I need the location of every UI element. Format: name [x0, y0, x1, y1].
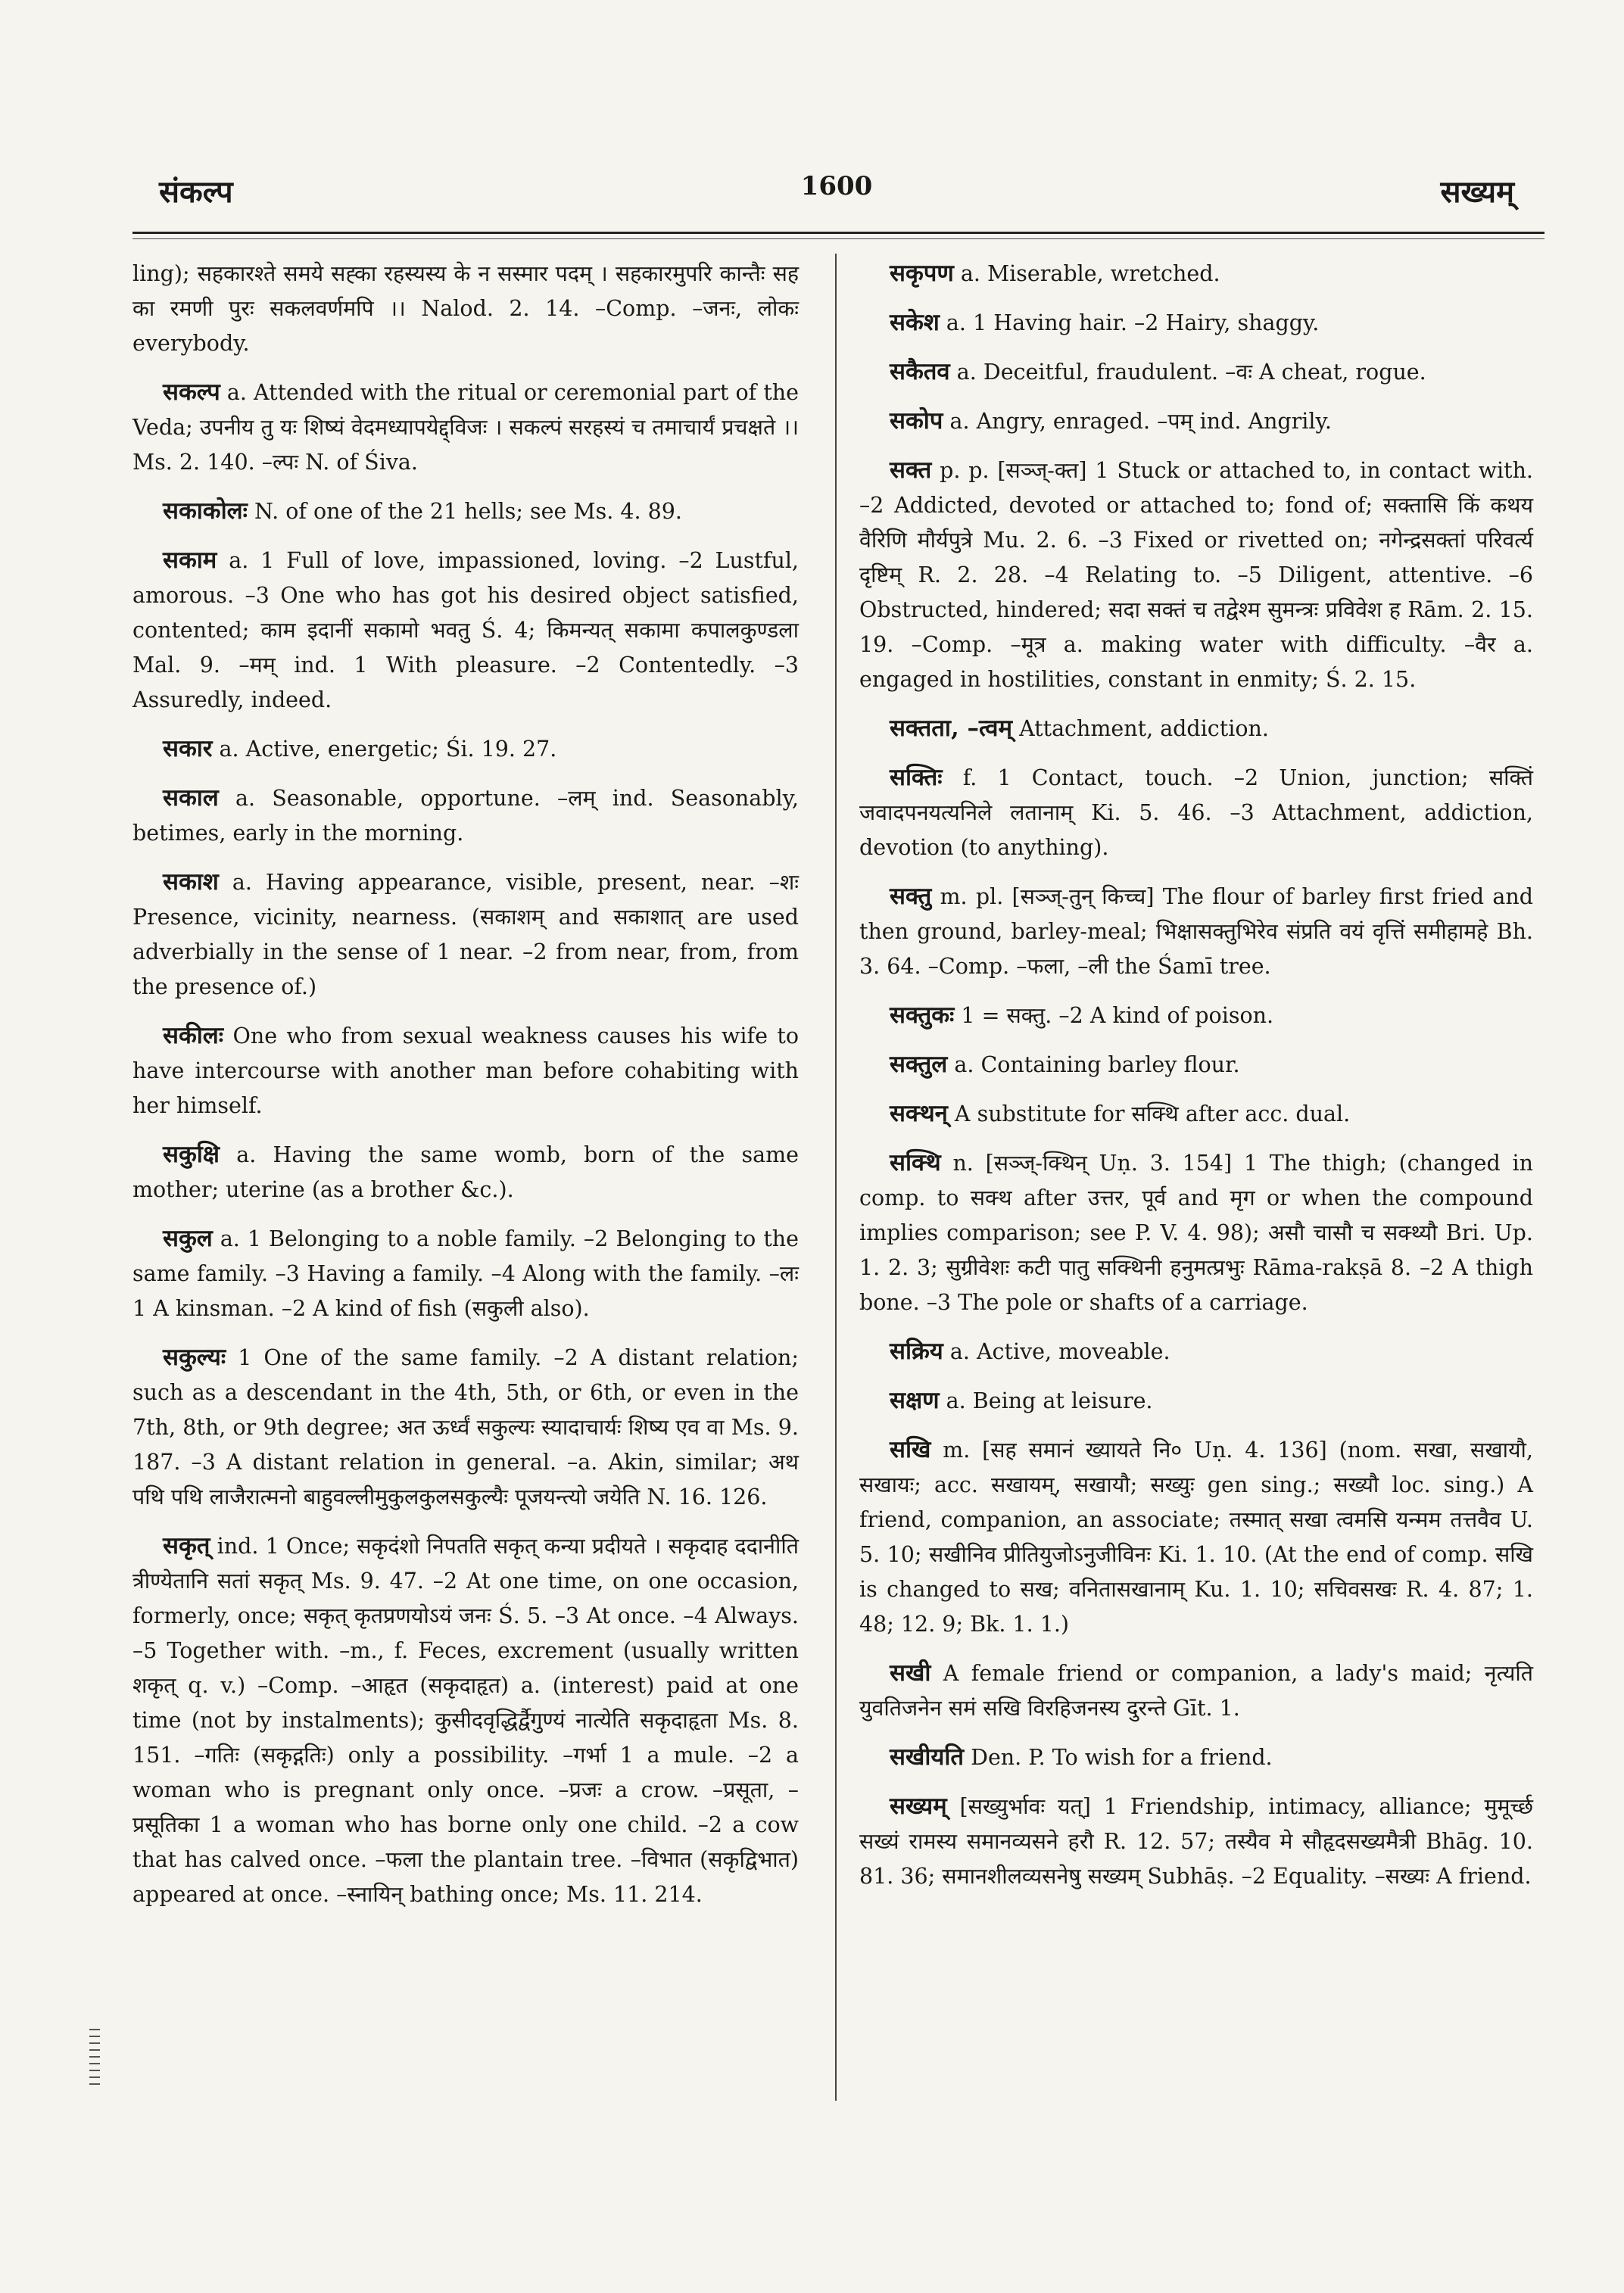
headword: सकीलः [163, 1022, 224, 1049]
headword: सकाल [163, 784, 219, 812]
headword: सकाकोलः [163, 497, 248, 525]
headword: सकैतव [890, 358, 950, 385]
headword: सक्षण [890, 1387, 940, 1414]
definition: a. Active, energetic; Śi. 19. 27. [219, 737, 557, 762]
headword: सक्थन् [890, 1100, 948, 1127]
dictionary-entry [132, 543, 799, 718]
definition: f. 1 Contact, touch. –2 Union, junction; सक्तिं जवादपनयत्यनिले लतानाम् Ki. 5. 46. –3 Attachment, addiction, devotion (to anything). [859, 765, 1533, 860]
definition: a. 1 Having hair. –2 Hairy, shaggy. [946, 310, 1320, 335]
headword: सकृत् [163, 1532, 210, 1559]
header-rule-thin [132, 238, 1545, 239]
column-divider [835, 254, 837, 2101]
definition: m. pl. [सञ्ज्-तुन् किच्च] The flour of barley first fried and then ground, barley-meal; भिक्षासक्तुभिरेव संप्रति वयं वृत्तिं समीहामहे Bh. 3. 64. –Comp. –फला, –ली the Śamī tree. [859, 884, 1534, 979]
dictionary-entry [132, 1528, 799, 1912]
headword: सकुल्यः [163, 1344, 226, 1371]
dictionary-entry [132, 865, 799, 1005]
headword: सकाश [163, 868, 219, 896]
definition: a. Seasonable, opportune. –लम् ind. Seasonably, betimes, early in the morning. [132, 786, 799, 846]
definition: a. Having appearance, visible, present, near. –शः Presence, vicinity, nearness. (सकाशम् and सकाशात् are used adverbially in the sense of 1 near. –2 from near, from, from the presence of.) [132, 870, 800, 999]
dictionary-entry [859, 1334, 1533, 1369]
definition: Den. P. To wish for a friend. [971, 1745, 1273, 1770]
headword: सकेश [890, 309, 940, 336]
right-column [859, 256, 1533, 1908]
definition: ind. 1 Once; सकृदंशो निपतति सकृत् कन्या प्रदीयते । सकृदाह ददानीति त्रीण्येतानि सतां सकृत् Ms. 9. 47. –2 At one time, on one occasion, formerly, once; सकृत् कृतप्रणयोऽयं जनः Ś. 5. –3 At once. –4 Always. –5 Together with. –m., f. Feces, excrement (usually written शकृत् q. v.) –Comp. –आहृत (सकृदाहृत) a. (interest) paid at one time (not by instalments); कुसीदवृद्धिर्द्वैगुण्यं नात्येति सकृदाहृता Ms. 8. 151. –गतिः (सकृद्गतिः) only a possibility. –गर्भा 1 a mule. –2 a woman who is pregnant only once. –प्रजः a crow. –प्रसूता, –प्रसूतिका 1 a woman who has borne only one child. –2 a cow that has calved once. –फला the plantain tree. –विभात (सकृद्विभात) appeared at once. –स्नायिन् bathing once; Ms. 11. 214. [132, 1534, 799, 1907]
definition: a. Miserable, wretched. [960, 261, 1220, 286]
dictionary-entry [132, 375, 799, 480]
definition: Attachment, addiction. [1019, 716, 1269, 741]
dictionary-entry [859, 1383, 1533, 1419]
dictionary-entry [859, 711, 1533, 746]
headword: सखि [890, 1436, 931, 1463]
page-number: 1600 [800, 171, 873, 201]
dictionary-entry [859, 998, 1533, 1033]
dictionary-entry [859, 1145, 1533, 1320]
dictionary-entry [859, 879, 1533, 984]
headword: सक्तु [890, 883, 932, 910]
definition: m. [सह समानं ख्यायते नि० Uṇ. 4. 136] (nom. सखा, सखायौ, सखायः; acc. सखायम्, सखायौ; सख्युः gen sing.; सख्यौ loc. sing.) A friend, companion, an associate; तस्मात् सखा त्वमसि यन्मम तत्तवैव U. 5. 10; सखीनिव प्रीतियुजोऽनुजीविनः Ki. 1. 10. (At the end of comp. सखि is changed to सख; वनितासखानाम् Ku. 1. 10; सचिवसखः R. 4. 87; 1. 48; 12. 9; Bk. 1. 1.) [859, 1438, 1533, 1637]
dictionary-entry [859, 1740, 1533, 1775]
definition: N. of one of the 21 hells; see Ms. 4. 89. [254, 499, 682, 524]
headword: सकोप [890, 407, 943, 435]
dictionary-entry [859, 453, 1533, 697]
headword: सकुक्षि [163, 1141, 220, 1168]
definition: a. Deceitful, fraudulent. –वः A cheat, rogue. [956, 360, 1426, 385]
dictionary-entry [859, 1789, 1533, 1894]
headword: सक्तुल [890, 1051, 948, 1078]
definition: a. Containing barley flour. [954, 1052, 1240, 1077]
definition: p. p. [सञ्ज्-क्त] 1 Stuck or attached to, in contact with. –2 Addicted, devoted or attached to; fond of; सक्तासि किं कथय वैरिणि मौर्यपुत्रे Mu. 2. 6. –3 Fixed or rivetted on; नगेन्द्रसक्तां परिवर्त्य दृष्टिम् R. 2. 28. –4 Relating to. –5 Diligent, attentive. –6 Obstructed, hindered; सदा सक्तं च तद्वेश्म सुमन्त्रः प्रविवेश ह Rām. 2. 15. 19. –Comp. –मूत्र a. making water with difficulty. –वैर a. engaged in hostilities, constant in enmity; Ś. 2. 15. [859, 458, 1533, 692]
dictionary-entry [132, 256, 799, 361]
headword: सक्तुकः [890, 1002, 955, 1029]
definition: a. 1 Belonging to a noble family. –2 Belonging to the same family. –3 Having a family. –4 Along with the family. –लः 1 A kinsman. –2 A kind of fish (सकुली also). [132, 1226, 800, 1321]
dictionary-entry [859, 1656, 1533, 1726]
margin-marks [89, 2029, 100, 2089]
headword: सखी [890, 1659, 931, 1687]
dictionary-entry [859, 760, 1533, 865]
headword: सख्यम् [890, 1793, 947, 1820]
dictionary-entry [859, 1047, 1533, 1083]
headword: सक्तिः [890, 764, 943, 791]
dictionary-entry [132, 1018, 799, 1123]
dictionary-entry [132, 1137, 799, 1207]
right-guide-word: सख्यम् [1440, 174, 1514, 210]
definition: A substitute for सक्थि after acc. dual. [954, 1101, 1351, 1126]
dictionary-entry [859, 305, 1533, 341]
definition: 1 = सक्तु. –2 A kind of poison. [961, 1003, 1274, 1028]
dictionary-entry [132, 1340, 799, 1515]
headword: सखीयति [890, 1743, 965, 1771]
headword: सकाम [163, 547, 217, 574]
definition: n. [सञ्ज्-क्थिन् Uṇ. 3. 154] 1 The thigh; (changed in comp. to सक्थ after उत्तर, पूर्व and मृग or when the compound implies comparison; see P. V. 4. 98); असौ चासौ च सक्थ्यौ Bri. Up. 1. 2. 3; सुग्रीवेशः कटी पातु सक्थिनी हनुमत्प्रभुः Rāma-rakṣā 8. –2 A thigh bone. –3 The pole or shafts of a carriage. [859, 1151, 1533, 1315]
dictionary-entry [859, 1432, 1533, 1642]
headword: सक्रिय [890, 1338, 943, 1365]
page-header [136, 170, 1537, 223]
definition: a. Having the same womb, born of the same mother; uterine (as a brother &c.). [132, 1142, 799, 1202]
definition: One who from sexual weakness causes his wife to have intercourse with another man before cohabiting with her himself. [132, 1023, 800, 1118]
headword: सक्थि [890, 1149, 941, 1176]
dictionary-entry [132, 494, 799, 529]
dictionary-entry [132, 731, 799, 767]
definition: 1 One of the same family. –2 A distant relation; such as a descendant in the 4th, 5th, or 6th, or even in the 7th, 8th, or 9th degree; अत ऊर्ध्वं सकुल्यः स्यादाचार्यः शिष्य एव वा Ms. 9. 187. –3 A distant relation in general. –a. Akin, similar; अथ पथि पथि लाजैरात्मनो बाहुवल्लीमुकुलकुलसकुल्यैः पूजयन्त्यो जयेति N. 16. 126. [132, 1345, 800, 1509]
headword: सकुल [163, 1225, 213, 1252]
dictionary-entry [859, 256, 1533, 291]
definition: [सख्युर्भावः यत्] 1 Friendship, intimacy, alliance; मुमूर्च्छ सख्यं रामस्य समानव्यसने हरौ R. 12. 57; तस्यैव मे सौहृदसख्यमैत्री Bhāg. 10. 81. 36; समानशीलव्यसनेषु सख्यम् Subhāṣ. –2 Equality. –सख्यः A friend. [859, 1794, 1533, 1889]
definition: a. Being at leisure. [946, 1388, 1153, 1413]
dictionary-entry [859, 354, 1533, 390]
headword: सक्त [890, 456, 932, 484]
header-rule [132, 232, 1545, 234]
definition: A female friend or companion, a lady's maid; नृत्यति युवतिजनेन समं सखि विरहिजनस्य दुरन्ते Gīt. 1. [859, 1661, 1534, 1721]
headword: सक्तता, –त्वम् [890, 715, 1013, 742]
dictionary-entry [132, 1221, 799, 1326]
left-column [132, 256, 799, 1926]
dictionary-entry [859, 403, 1533, 439]
definition: a. Attended with the ritual or ceremonial part of the Veda; उपनीय तु यः शिष्यं वेदमध्यापयेद्द्विजः । सकल्पं सरहस्यं च तमाचार्यं प्रचक्षते ।। Ms. 2. 140. –ल्पः N. of Śiva. [132, 380, 799, 475]
dictionary-entry [859, 1096, 1533, 1132]
definition: a. Active, moveable. [949, 1339, 1170, 1364]
left-guide-word: संकल्प [159, 174, 233, 210]
dictionary-entry [132, 780, 799, 851]
definition: a. 1 Full of love, impassioned, loving. –2 Lustful, amorous. –3 One who has got his desired object satisfied, contented; काम इदानीं सकामो भवतु Ś. 4; किमन्यत् सकामा कपालकुण्डला Mal. 9. –मम् ind. 1 With pleasure. –2 Contentedly. –3 Assuredly, indeed. [132, 548, 799, 712]
headword: सकार [163, 735, 213, 762]
definition: a. Angry, enraged. –पम् ind. Angrily. [949, 409, 1332, 434]
headword: सकल्प [163, 379, 220, 406]
definition: ling); सहकारश्ते समये सह्का रहस्यस्य के न सस्मार पदम् । सहकारमुपरि कान्तैः सह का रमणी पुरः सकलवर्णमपि ।। Nalod. 2. 14. –Comp. –जनः, लोकः everybody. [132, 261, 799, 356]
headword: सकृपण [890, 260, 954, 287]
